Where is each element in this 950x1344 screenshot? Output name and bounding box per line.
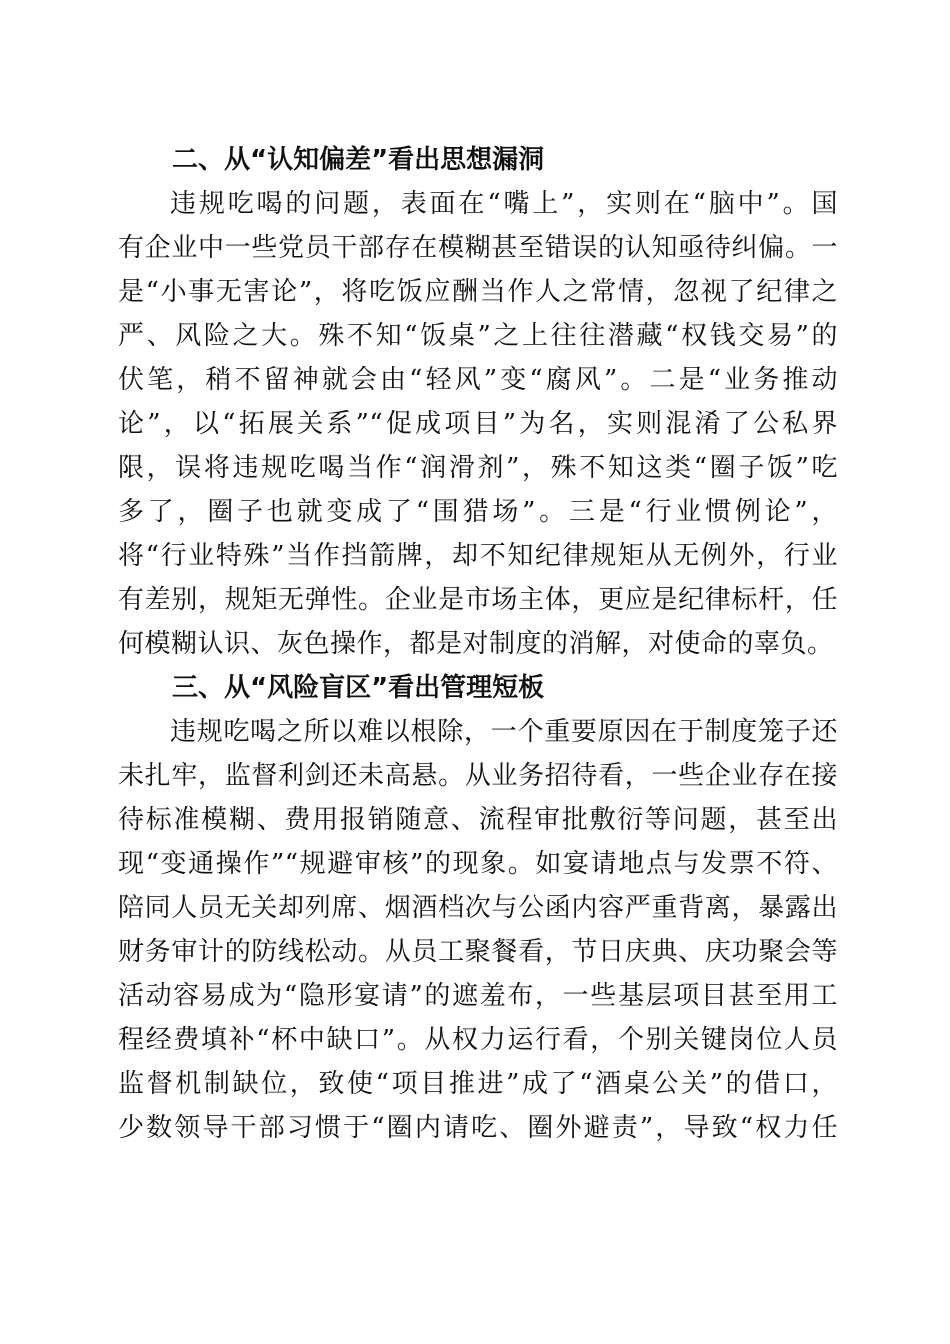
section-2-line-6: 论”，以“拓展关系”“促成项目”为名，实则混淆了公私界 (118, 409, 838, 439)
section-2-line-2: 有企业中一些党员干部存在模糊甚至错误的认知亟待纠偏。一 (118, 233, 838, 263)
section-2-line-7: 限，误将违规吃喝当作“润滑剂”，殊不知这类“圈子饭”吃 (118, 453, 838, 483)
section-2-line-11: 何模糊认识、灰色操作，都是对制度的消解，对使命的辜负。 (118, 629, 834, 659)
section-2-line-9: 将“行业特殊”当作挡箭牌，却不知纪律规矩从无例外，行业 (118, 541, 838, 571)
section-3-line-6: 财务审计的防线松动。从员工聚餐看，节日庆典、庆功聚会等 (118, 937, 838, 967)
section-3-line-9: 监督机制缺位，致使“项目推进”成了“酒桌公关”的借口， (118, 1069, 838, 1099)
section-3-line-1: 违规吃喝之所以难以根除，一个重要原因在于制度笼子还 (170, 717, 838, 747)
section-3-line-2: 未扎牢，监督利剑还未高悬。从业务招待看，一些企业存在接 (118, 761, 838, 791)
section-3-line-10: 少数领导干部习惯于“圈内请吃、圈外避责”，导致“权力任 (118, 1113, 838, 1143)
section-3-line-4: 现“变通操作”“规避审核”的现象。如宴请地点与发票不符、 (118, 849, 838, 879)
section-2-heading: 二、从“认知偏差”看出思想漏洞 (172, 145, 545, 175)
section-2-line-5: 伏笔，稍不留神就会由“轻风”变“腐风”。二是“业务推动 (118, 365, 838, 395)
section-2-line-8: 多了，圈子也就变成了“围猎场”。三是“行业惯例论”， (118, 497, 838, 527)
section-2-line-4: 严、风险之大。殊不知“饭桌”之上往往潜藏“权钱交易”的 (118, 321, 838, 351)
section-3-line-8: 程经费填补“杯中缺口”。从权力运行看，个别关键岗位人员 (118, 1025, 838, 1055)
section-2-line-3: 是“小事无害论”，将吃饭应酬当作人之常情，忽视了纪律之 (118, 277, 838, 307)
section-3-line-3: 待标准模糊、费用报销随意、流程审批敷衍等问题，甚至出 (118, 805, 838, 835)
section-3-heading: 三、从“风险盲区”看出管理短板 (172, 673, 545, 703)
section-2-line-10: 有差别，规矩无弹性。企业是市场主体，更应是纪律标杆，任 (118, 585, 838, 615)
section-2-line-1: 违规吃喝的问题，表面在“嘴上”，实则在“脑中”。国 (170, 189, 838, 219)
section-3-line-5: 陪同人员无关却列席、烟酒档次与公函内容严重背离，暴露出 (118, 893, 838, 923)
section-3-line-7: 活动容易成为“隐形宴请”的遮羞布，一些基层项目甚至用工 (118, 981, 838, 1011)
